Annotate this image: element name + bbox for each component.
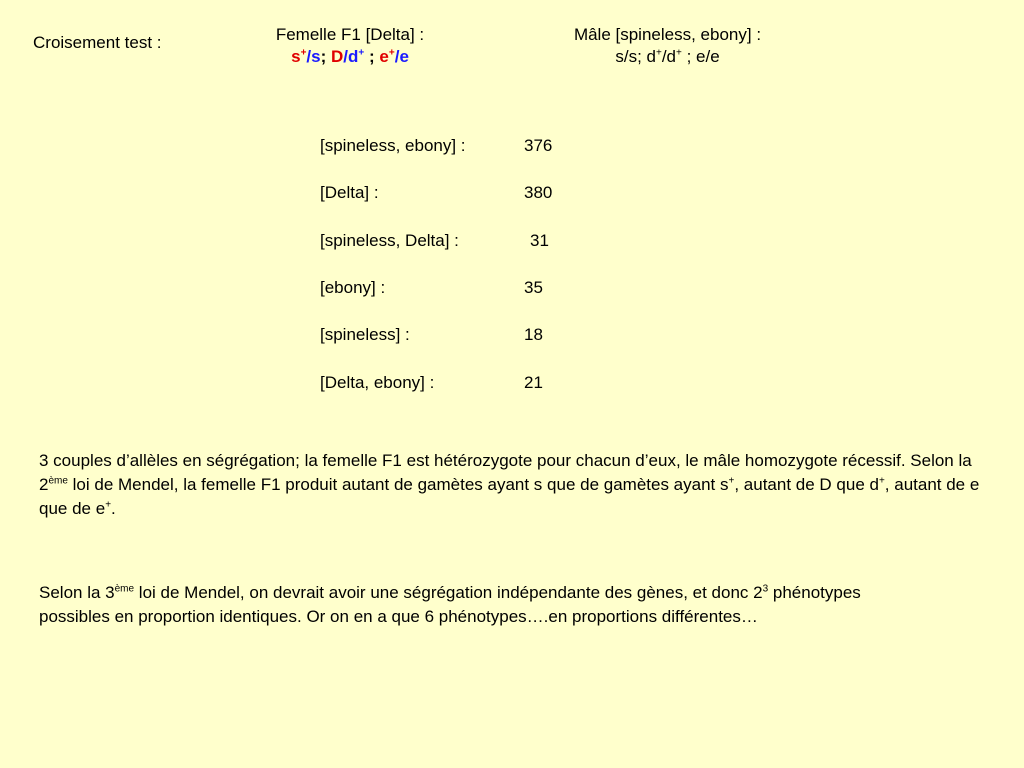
- male-genotype: s/s; d+/d+ ; e/e: [615, 47, 720, 66]
- plus-sup: +: [300, 47, 307, 59]
- sep: /: [394, 47, 400, 66]
- plus-sup: +: [655, 47, 662, 59]
- sep: /: [306, 47, 312, 66]
- allele-e-plus: e: [379, 47, 389, 66]
- paragraph-segregation: 3 couples d’allèles en ségrégation; la femelle F1 est hétérozygote pour chacun d’eux, le mâle homozygote récessif. Selon la 2ème loi de Mendel, la femelle F1 produit autant de gamètes ayant s que de gamètes ayant s+, autant de D que d+, autant de e que de e+.: [39, 451, 980, 518]
- female-genotype: [240, 46, 460, 68]
- plus-sup: +: [358, 47, 365, 59]
- phenotype-label: [spineless, Delta] :: [320, 231, 459, 250]
- plus-sup: +: [676, 47, 682, 59]
- cross-label: Croisement test :: [33, 33, 162, 52]
- phenotype-count: 35: [524, 278, 543, 297]
- phenotype-count: 18: [524, 325, 543, 344]
- semicolon: ;: [320, 47, 327, 66]
- allele-s-plus: s: [291, 47, 301, 66]
- phenotype-label: [spineless, ebony] :: [320, 136, 466, 155]
- allele-D: D: [331, 47, 344, 66]
- sep: /: [343, 47, 349, 66]
- paragraph-independence: Selon la 3ème loi de Mendel, on devrait avoir une ségrégation indépendante des gènes, et donc $2^3$ phénotypes possibles en proportion identiques. Or on en a que 6 phénotypes….en proportions différentes…: [39, 583, 861, 626]
- allele-e: e: [399, 47, 409, 66]
- phenotype-count: 21: [524, 373, 543, 392]
- female-block: [240, 24, 460, 68]
- phenotype-count: 376: [524, 136, 553, 155]
- phenotype-label: [spineless] :: [320, 325, 410, 344]
- phenotype-label: [Delta, ebony] :: [320, 373, 435, 392]
- phenotype-count: 31: [530, 231, 549, 250]
- allele-d-plus: d: [348, 47, 359, 66]
- phenotype-label: [ebony] :: [320, 278, 386, 297]
- male-block: [540, 24, 795, 68]
- phenotype-label: [Delta] :: [320, 183, 379, 202]
- plus-sup: +: [388, 47, 395, 59]
- allele-s: s: [311, 47, 321, 66]
- phenotype-count: 380: [524, 183, 553, 202]
- female-title: Femelle F1 [Delta] :: [275, 25, 425, 44]
- male-title: Mâle [spineless, ebony] :: [573, 25, 762, 44]
- semicolon: ;: [364, 47, 375, 66]
